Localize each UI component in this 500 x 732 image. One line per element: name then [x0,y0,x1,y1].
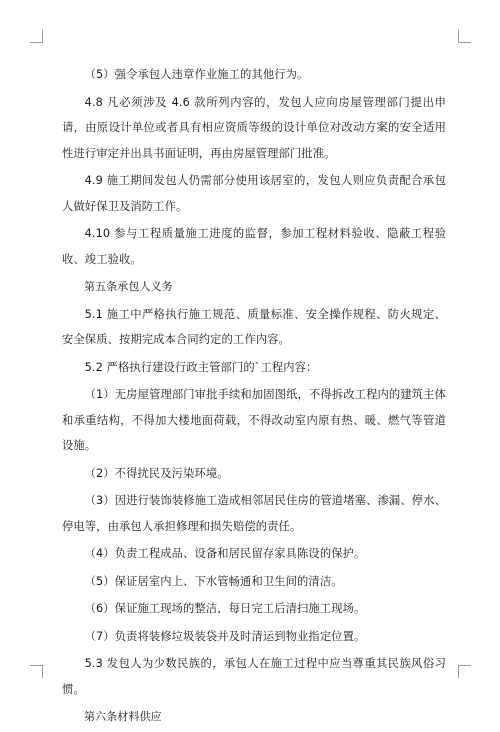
paragraph-5-2-item-4: （4）负责工程成品、设备和居民留存家具陈设的保护。 [84,547,366,560]
paragraph-5-2-item-7: （7）负责将装修垃圾装袋并及时清运到物业指定位置。 [84,629,366,643]
paragraph-4-10: 4.10 参与工程质量施工进度的监督，参加工程材料验收、隐蔽工程验收、竣工验收。 [62,227,446,266]
crop-mark-top-right [458,30,471,43]
paragraph-item-5: （5）强令承包人违章作业施工的其他行为。 [84,68,309,81]
paragraph-4-8: 4.8 凡必须涉及 4.6 款所列内容的，发包人应向房屋管理部门提出申请，由原设计单位或者具有相应资质等级的设计单位对改动方案的安全适用性进行审定并出具书面证明，再由房屋管理部门批准。 [62,95,446,160]
section-heading-article-5: 第五条承包人义务 [84,280,173,293]
document-body [62,62,446,732]
paragraph-4-9: 4.9 施工期间发包人仍需部分使用该居室的，发包人则应负责配合承包人做好保卫及消防工作。 [62,174,446,213]
paragraph-5-2-item-5: （5）保证居室内上、下水管畅通和卫生间的清洁。 [84,574,343,588]
section-heading-article-6: 第六条材料供应 [84,710,162,723]
crop-mark-bottom-left [30,665,43,678]
crop-mark-bottom-right [458,665,471,678]
paragraph-5-2-item-2: （2）不得扰民及污染环境。 [84,466,229,480]
crop-mark-top-left [30,30,43,43]
paragraph-5-2-item-3: （3）因进行装饰装修施工造成相邻居民住房的管道堵塞、渗漏、停水、停电等，由承包人承担修理和损失赔偿的责任。 [62,494,446,533]
paragraph-5-2-item-6: （6）保证施工现场的整洁，每日完工后清扫施工现场。 [84,602,366,615]
paragraph-5-2-item-1: （1）无房屋管理部门审批手续和加固图纸，不得拆改工程内的建筑主体和承重结构，不得加大楼地面荷载，不得改动室内原有热、暖、燃气等管道设施。 [62,388,446,452]
paragraph-5-2: 5.2 严格执行建设行政主管部门的`工程内容： [84,360,318,374]
paragraph-5-1: 5.1 施工中严格执行施工规范、质量标准、安全操作规程、防火规定、安全保质、按期完成本合同约定的工作内容。 [62,307,446,346]
paragraph-5-3: 5.3 发包人为少数民族的，承包人在施工过程中应当尊重其民族风俗习惯。 [62,657,446,696]
